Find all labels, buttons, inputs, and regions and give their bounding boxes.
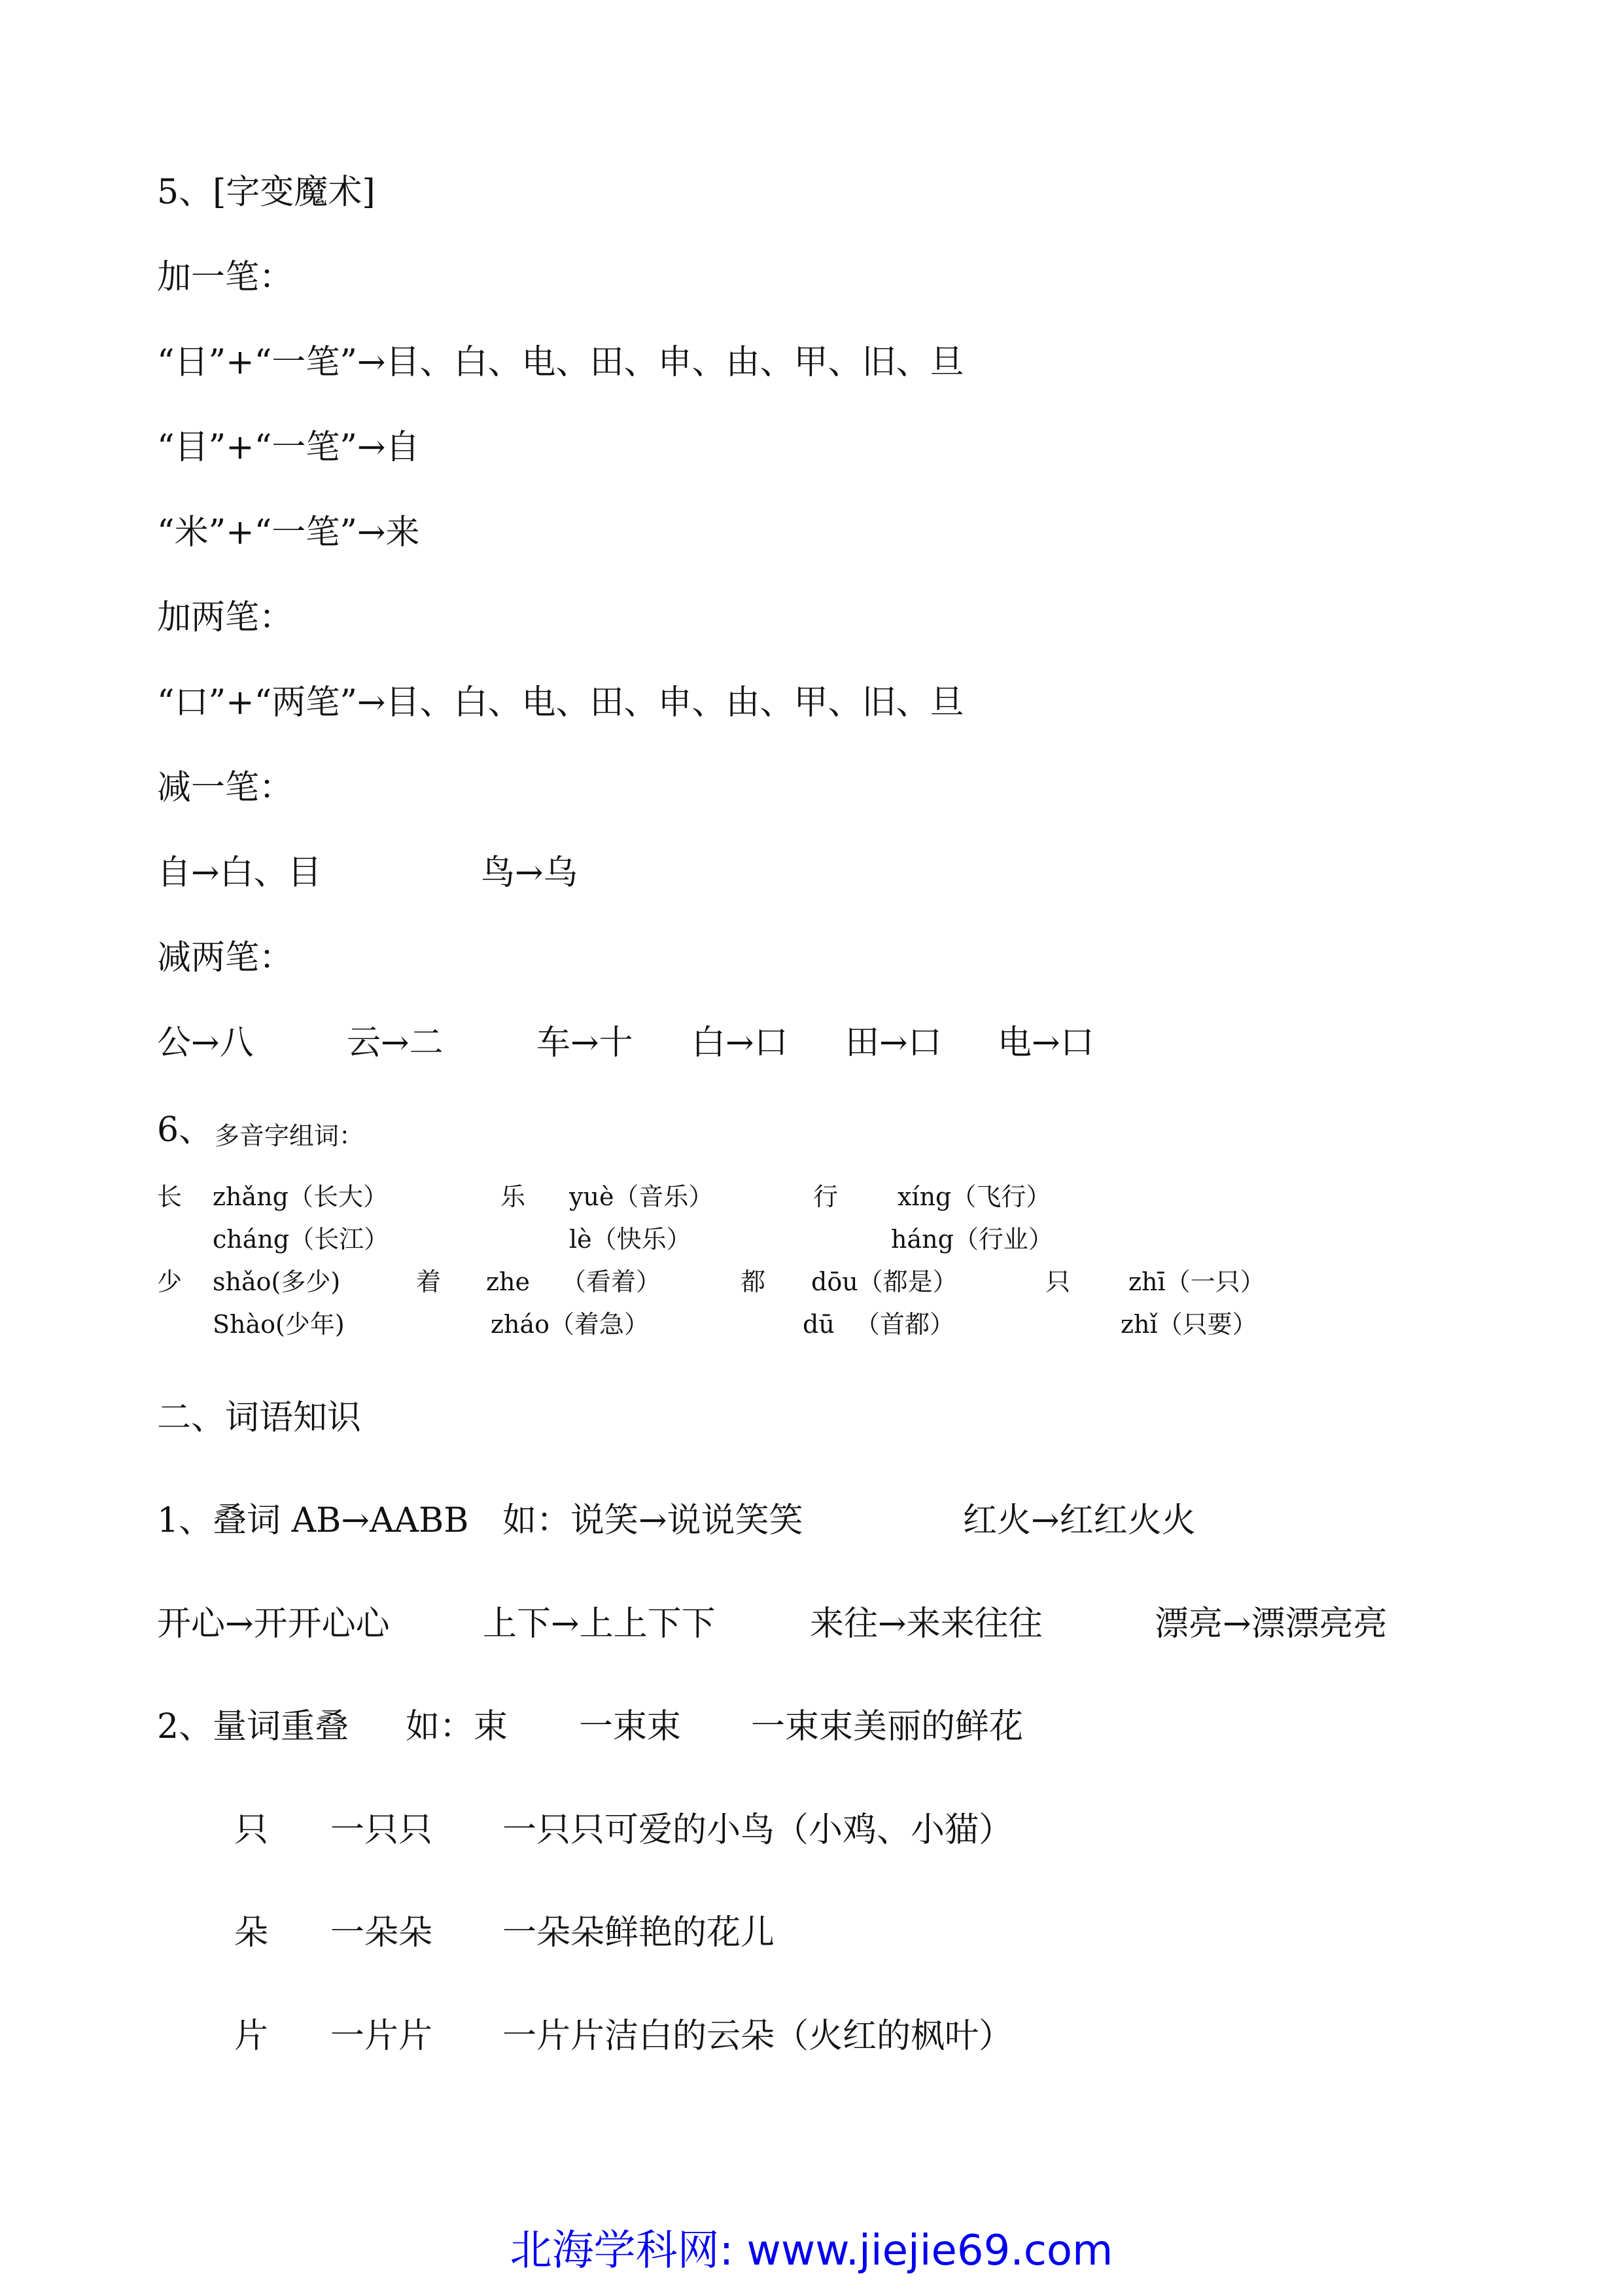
polyphone-entry: zhǎng（长大） <box>213 1182 388 1211</box>
subtract-two-example: 云→二 <box>347 1023 444 1063</box>
add-two-strokes-heading: 加两笔： <box>157 598 294 637</box>
polyphone-char: 都 <box>741 1267 766 1296</box>
measure-word-example-prefix: 如：束 <box>406 1707 508 1746</box>
measure-word: 片 <box>234 2017 269 2056</box>
part-2-heading: 二、词语知识 <box>157 1398 362 1438</box>
measure-word-phrase: 一片片洁白的云朵（火红的枫叶） <box>502 2017 1013 2056</box>
section-6-title: 多音字组词： <box>215 1122 364 1150</box>
measure-word: 朵 <box>234 1913 269 1952</box>
subtract-two-example: 公→八 <box>157 1023 254 1063</box>
section-5-title: 5、[字变魔术] <box>157 173 375 212</box>
polyphone-char: 长 <box>157 1182 183 1211</box>
polyphone-char: 只 <box>1045 1267 1071 1296</box>
polyphone-entry: （首都） <box>855 1310 955 1339</box>
polyphone-entry: lè（快乐） <box>569 1225 691 1254</box>
subtract-two-example: 电→口 <box>998 1023 1094 1063</box>
polyphone-entry: zháo（着急） <box>491 1310 650 1339</box>
rule-mi-plus-one: “米”+“一笔”→来 <box>157 513 420 552</box>
polyphone-entry: xíng（飞行） <box>898 1182 1051 1211</box>
reduplication-label: 1、叠词 AB→AABB <box>157 1501 469 1540</box>
footer-label: 北海学科网: <box>510 2227 747 2275</box>
subtract-two-example: 白→口 <box>691 1023 788 1063</box>
rule-kou-plus-two: “口”+“两笔”→目、白、电、田、申、由、甲、旧、旦 <box>157 683 964 722</box>
polyphone-char: 乐 <box>500 1182 526 1211</box>
measure-word-doubled: 一片片 <box>330 2017 433 2056</box>
measure-word-phrase: 一朵朵鲜艳的花儿 <box>502 1913 775 1952</box>
measure-word-doubled: 一朵朵 <box>330 1913 433 1952</box>
reduplication-example: 红火→红红火火 <box>963 1501 1196 1540</box>
footer-watermark[interactable] <box>0 2225 1623 2277</box>
measure-word-example: 一束束美丽的鲜花 <box>751 1707 1024 1746</box>
rule-ri-plus-one: “日”+“一笔”→目、白、电、田、申、由、甲、旧、旦 <box>157 343 964 382</box>
reduplication-example: 如：说笑→说说笑笑 <box>502 1501 803 1540</box>
subtract-two-strokes-heading: 减两笔： <box>157 938 294 978</box>
polyphone-char: 少 <box>157 1267 183 1296</box>
measure-word-example: 一束束 <box>579 1707 682 1746</box>
polyphone-entry: zhe <box>486 1267 530 1296</box>
polyphone-char: 行 <box>813 1182 839 1211</box>
polyphone-entry: zhǐ（只要） <box>1121 1310 1257 1339</box>
polyphone-entry: zhī（一只） <box>1128 1267 1265 1296</box>
rule-mu-plus-one: “目”+“一笔”→自 <box>157 428 420 467</box>
polyphone-entry: Shào(少年) <box>213 1310 345 1339</box>
add-one-stroke-heading: 加一笔： <box>157 258 294 297</box>
polyphone-char: 着 <box>416 1267 442 1296</box>
polyphone-entry: dōu（都是） <box>811 1267 958 1296</box>
subtract-one-example-b: 鸟→乌 <box>481 853 578 892</box>
polyphone-entry: （看着） <box>561 1267 661 1296</box>
measure-word-doubled: 一只只 <box>330 1810 433 1850</box>
reduplication-word: 上下→上上下下 <box>483 1604 716 1644</box>
measure-word-phrase: 一只只可爱的小鸟（小鸡、小猫） <box>502 1810 1013 1850</box>
subtract-one-stroke-heading: 减一笔： <box>157 768 294 807</box>
polyphone-entry: dū <box>803 1310 835 1339</box>
subtract-two-example: 车→十 <box>536 1023 633 1063</box>
footer-url-link[interactable]: www.jiejie69.com <box>746 2227 1113 2275</box>
measure-word-label: 2、量词重叠 <box>157 1707 349 1746</box>
subtract-one-example-a: 自→白、目 <box>157 853 322 892</box>
polyphone-entry: háng（行业） <box>891 1225 1053 1254</box>
measure-word: 只 <box>234 1810 269 1850</box>
polyphone-entry: shǎo(多少) <box>213 1267 341 1296</box>
polyphone-entry: yuè（音乐） <box>569 1182 714 1211</box>
section-6-number: 6、 <box>157 1110 213 1150</box>
polyphone-entry: cháng（长江） <box>213 1225 389 1254</box>
subtract-two-example: 田→口 <box>845 1023 942 1063</box>
reduplication-word: 开心→开开心心 <box>157 1604 390 1644</box>
reduplication-word: 漂亮→漂漂亮亮 <box>1155 1604 1387 1644</box>
reduplication-word: 来往→来来往往 <box>810 1604 1043 1644</box>
